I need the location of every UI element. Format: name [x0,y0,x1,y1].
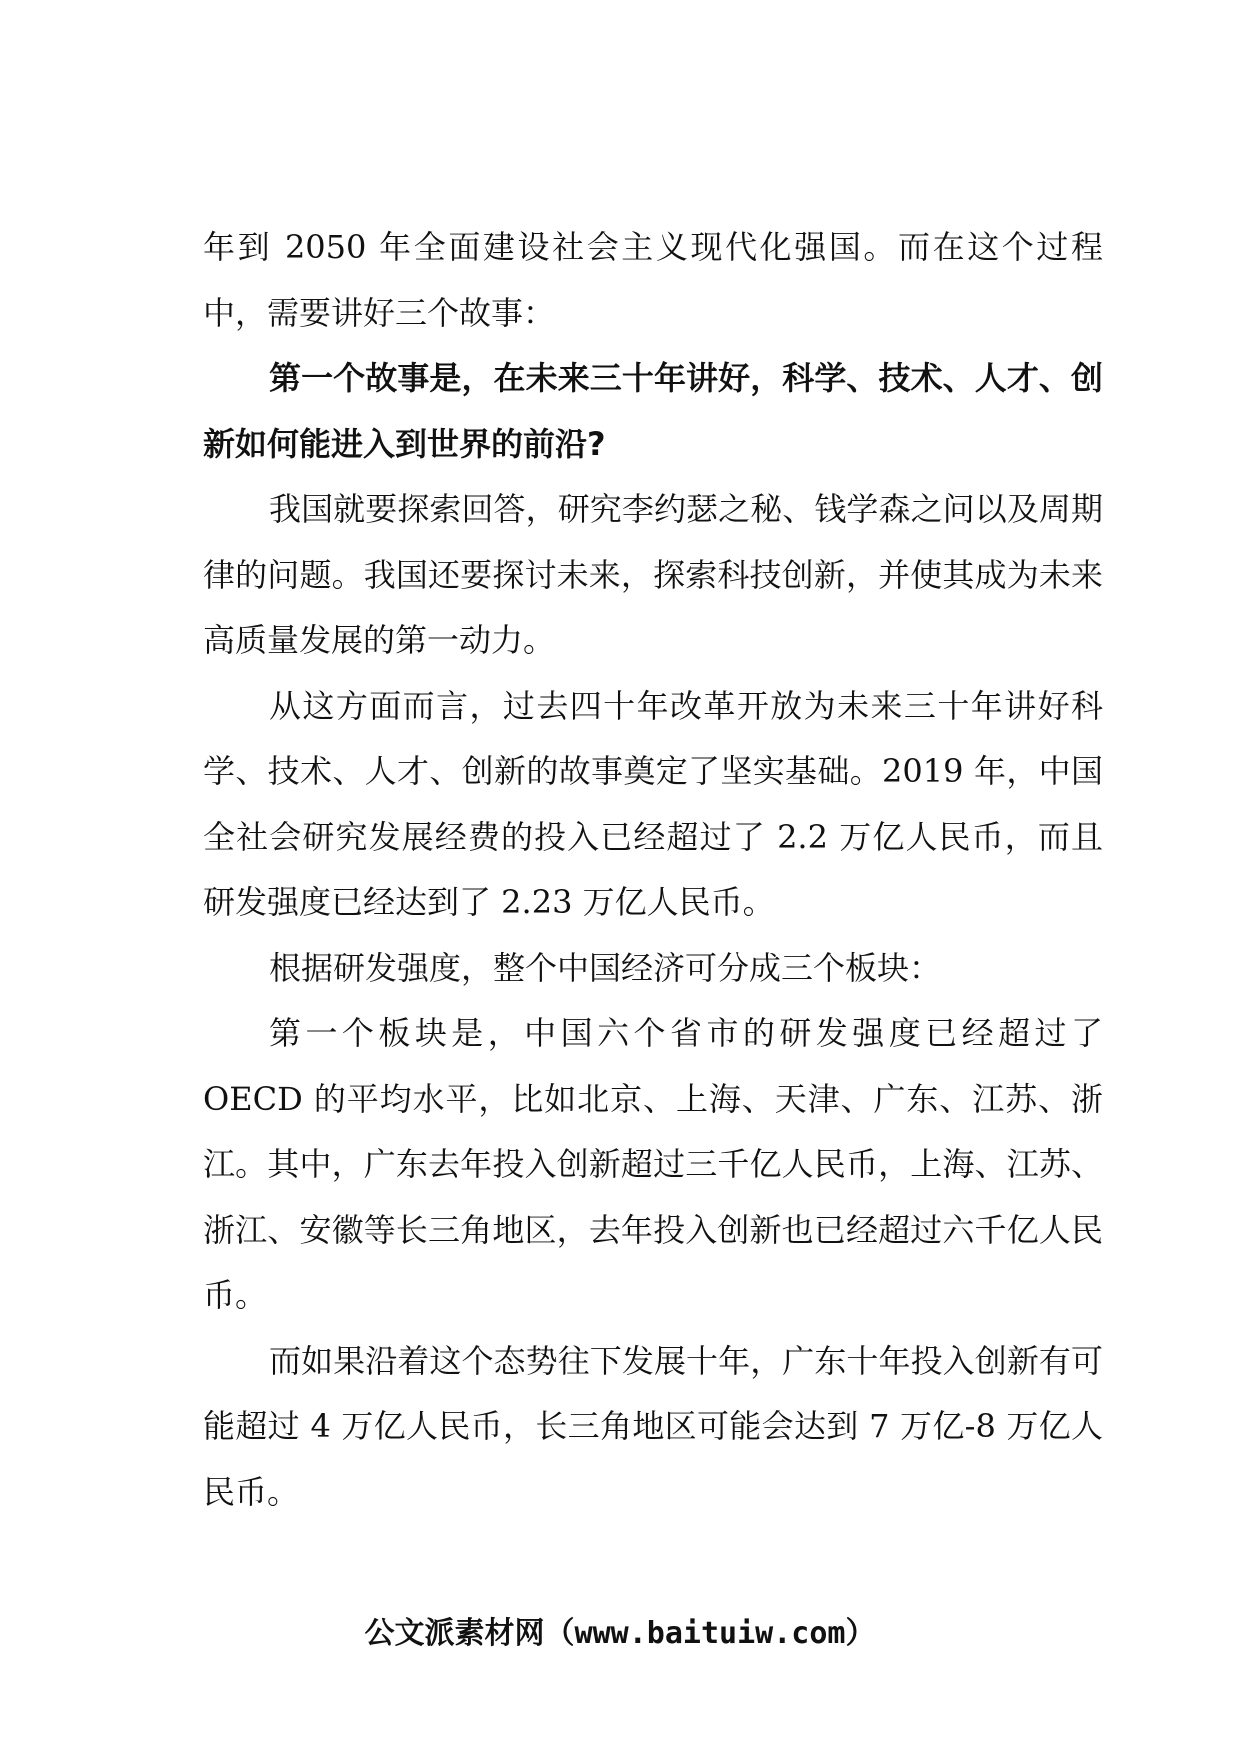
paragraph-three-blocks: 根据研发强度，整个中国经济可分成三个板块： [269,948,942,987]
paragraph-first-block: 第一个板块是，中国六个省市的研发强度已经超过了 OECD 的平均水平，比如北京、上海、天津、广东、江苏、浙江。其中，广东去年投入创新超过三千亿人民币，上海、江苏、浙江、安徽等长三角地区，去年投入创新也已经超过六千亿人民币。 [203,1014,1103,1314]
footer-url: （www.baituiw.com） [544,1616,876,1651]
paragraph-continuation: 年到 2050 年全面建设社会主义现代化强国。而在这个过程中，需要讲好三个故事： [203,228,1103,332]
footer-site-name: 公文派素材网 [364,1616,545,1651]
paragraph-reform: 从这方面而言，过去四十年改革开放为未来三十年讲好科学、技术、人才、创新的故事奠定了坚实基础。2019 年，中国全社会研究发展经费的投入已经超过了 2.2 万亿人民币，而且研发强度已经达到了 2.23 万亿人民币。 [203,686,1103,921]
story-one-heading: 第一个故事是，在未来三十年讲好，科学、技术、人才、创新如何能进入到世界的前沿? [203,359,1103,463]
paragraph-projection: 而如果沿着这个态势往下发展十年，广东十年投入创新有可能超过 4 万亿人民币，长三角地区可能会达到 7 万亿-8 万亿人民币。 [203,1341,1103,1511]
document-body [203,215,1103,1525]
page-footer [0,1608,1240,1652]
paragraph-explore: 我国就要探索回答，研究李约瑟之秘、钱学森之问以及周期律的问题。我国还要探讨未来，探索科技创新，并使其成为未来高质量发展的第一动力。 [203,490,1103,659]
